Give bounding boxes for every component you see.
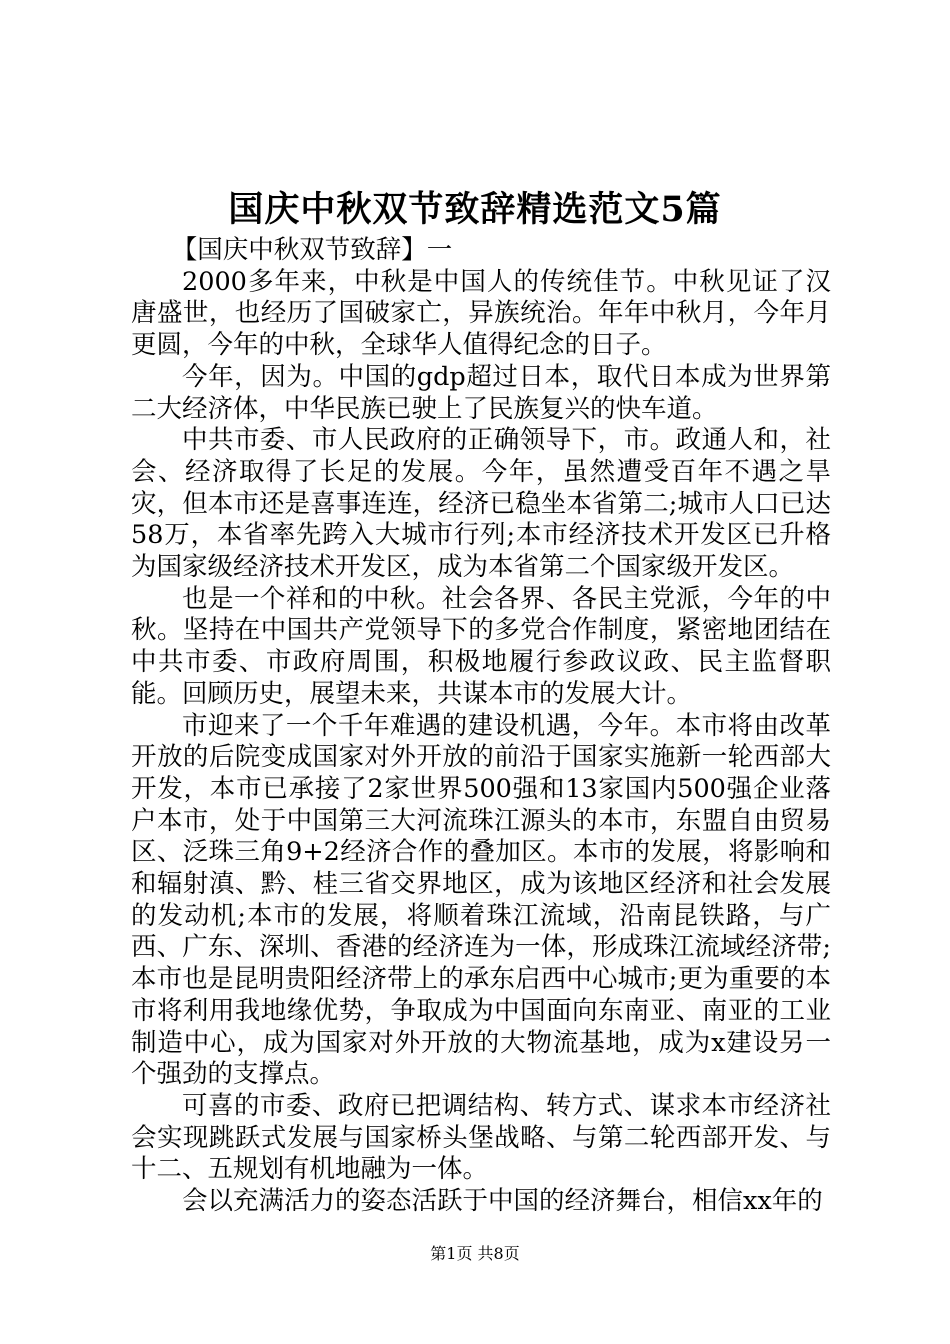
paragraph: 中共市委、市人民政府的正确领导下，市。政通人和，社会、经济取得了长足的发展。今年，虽然遭受百年不遇之旱灾，但本市还是喜事连连，经济已稳坐本省第二;城市人口已达58万，本省率先跨入大城市行列;本市经济技术开发区已升格为国家级经济技术开发区，成为本省第二个国家级开发区。 <box>131 425 831 583</box>
section-heading: 【国庆中秋双节致辞】一 <box>171 235 453 265</box>
paragraph: 会以充满活力的姿态活跃于中国的经济舞台，相信xx年的 <box>182 1186 823 1217</box>
document-title: 国庆中秋双节致辞精选范文5篇 <box>228 189 722 230</box>
paragraph: 可喜的市委、政府已把调结构、转方式、谋求本市经济社会实现跳跃式发展与国家桥头堡战略、与第二轮西部开发、与十二、五规划有机地融为一体。 <box>131 1090 831 1185</box>
paragraph: 也是一个祥和的中秋。社会各界、各民主党派，今年的中秋。坚持在中国共产党领导下的多党合作制度，紧密地团结在中共市委、市政府周围，积极地履行参政议政、民主监督职能。回顾历史，展望未来，共谋本市的发展大计。 <box>131 583 831 709</box>
page-number-footer: 第1页 共8页 <box>430 1244 520 1263</box>
paragraph: 今年，因为。中国的gdp超过日本，取代日本成为世界第二大经济体，中华民族已驶上了民族复兴的快车道。 <box>131 361 831 424</box>
paragraph: 市迎来了一个千年难遇的建设机遇，今年。本市将由改革开放的后院变成国家对外开放的前沿于国家实施新一轮西部大开发，本市已承接了2家世界500强和13家国内500强企业落户本市，处于中国第三大河流珠江源头的本市，东盟自由贸易区、泛珠三角9+2经济合作的叠加区。本市的发展，将影响和和辐射滇、黔、桂三省交界地区，成为该地区经济和社会发展的发动机;本市的发展，将顺着珠江流域，沿南昆铁路，与广西、广东、深圳、香港的经济连为一体，形成珠江流域经济带;本市也是昆明贵阳经济带上的承东启西中心城市;更为重要的本市将利用我地缘优势，争取成为中国面向东南亚、南亚的工业制造中心，成为国家对外开放的大物流基地，成为x建设另一个强劲的支撑点。 <box>131 710 831 1090</box>
document-body <box>131 235 831 1218</box>
paragraph: 2000多年来，中秋是中国人的传统佳节。中秋见证了汉唐盛世，也经历了国破家亡，异族统治。年年中秋月，今年月更圆，今年的中秋，全球华人值得纪念的日子。 <box>131 266 831 361</box>
